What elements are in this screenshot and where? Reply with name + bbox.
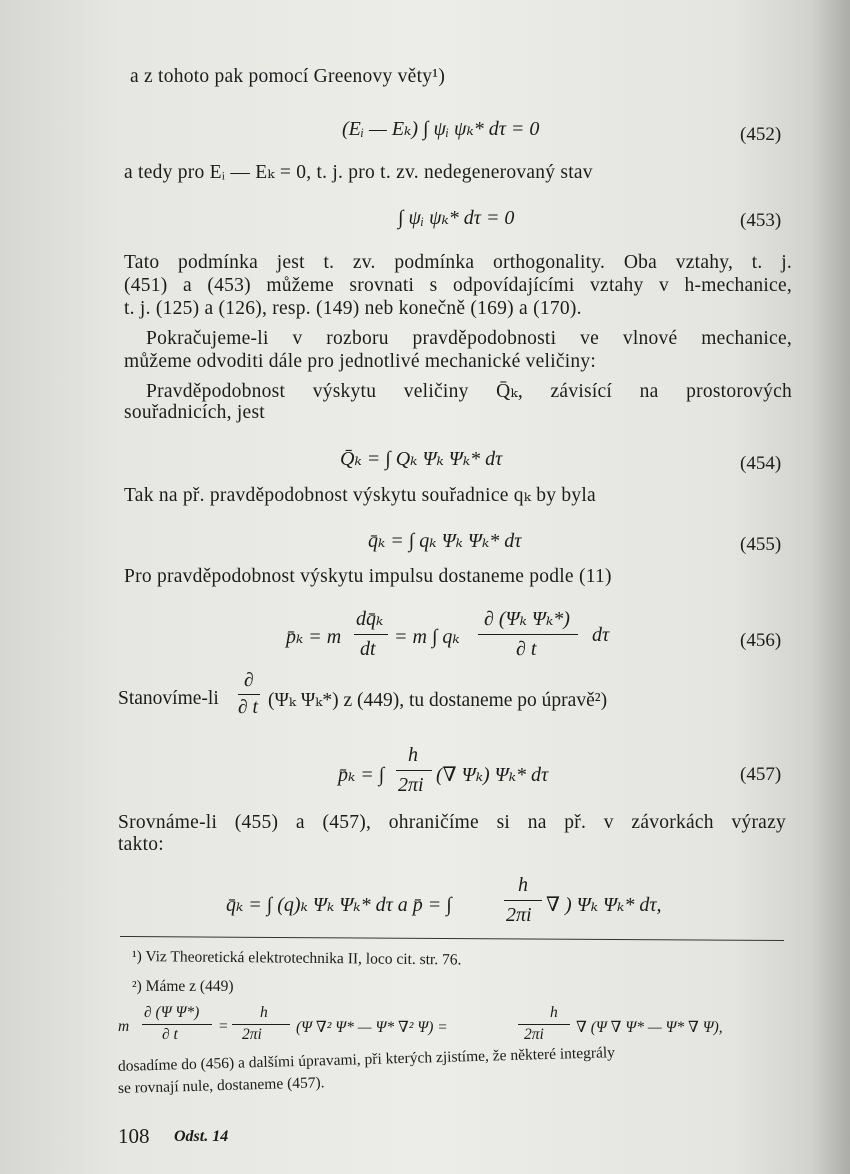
eq-bracketed-frac-den: 2πi [506, 904, 532, 926]
eq456-frac1-bar [354, 634, 388, 635]
eq456-frac2-den: ∂ t [516, 638, 537, 660]
eq-bracketed-frac-bar [504, 900, 542, 901]
eq456-frac1-den: dt [360, 638, 376, 660]
derivative-trail-text: (Ψₖ Ψₖ*) z (449), tu dostaneme po úpravě²) [268, 690, 608, 711]
equation-457 [338, 744, 638, 800]
equation-number-455: (455) [740, 534, 782, 555]
equation-456 [286, 606, 726, 666]
fn-eq-mid: (Ψ ∇² Ψ* — Ψ* ∇² Ψ) = [296, 1019, 448, 1036]
text-line-impulse: Pro pravděpodobnost výskytu impulsu dostaneme podle (11) [124, 566, 612, 587]
partial-den: ∂ t [238, 697, 258, 718]
eq456-frac1-num: dq̄ₖ [356, 608, 384, 630]
equation-number-456: (456) [740, 630, 782, 651]
equation-452: (Eᵢ — Eₖ) ∫ ψᵢ ψₖ* dτ = 0 [342, 118, 540, 140]
fn-eq-tail: ∇ (Ψ ∇ Ψ* — Ψ* ∇ Ψ), [576, 1019, 723, 1036]
equation-number-453: (453) [740, 210, 782, 231]
eq456-tail: dτ [592, 624, 610, 646]
fn-eq-lhs-den: ∂ t [162, 1026, 178, 1043]
eq456-frac2-num: ∂ (Ψₖ Ψₖ*) [484, 608, 570, 630]
page-edge-shadow [810, 0, 850, 1174]
eq457-lhs: p̄ₖ = ∫ [338, 764, 385, 786]
paragraph-wave-mechanics-line-1: Pokračujeme-li v rozboru pravděpodobnosti ve vlnové mechanice, [146, 328, 792, 349]
eq456-lhs: p̄ₖ = m [286, 626, 342, 648]
fn-eq-lhs-num: ∂ (Ψ Ψ*) [144, 1004, 200, 1021]
fn-eq-h2-den: 2πi [524, 1026, 544, 1043]
eq-bracketed-part2: ∇ ) Ψₖ Ψₖ* dτ, [546, 894, 662, 916]
footnote-2-line-2: se rovnají nule, dostaneme (457). [117, 1074, 325, 1097]
derivative-lead-text: Stanovíme-li [118, 688, 219, 709]
equation-number-457: (457) [740, 764, 782, 785]
page-number: 108 [118, 1124, 150, 1148]
eq-bracketed-frac-num: h [518, 874, 528, 896]
fn-eq-m: m [118, 1018, 130, 1035]
equation-454: Q̄ₖ = ∫ Qₖ Ψₖ Ψₖ* dτ [340, 448, 503, 470]
fn-eq-h1-den: 2πi [242, 1026, 262, 1043]
eq-bracketed-part1: q̄ₖ = ∫ (q)ₖ Ψₖ Ψₖ* dτ a p̄ = ∫ [226, 894, 452, 916]
footnote-1: ¹) Viz Theoretická elektrotechnika II, loco cit. str. 76. [131, 948, 462, 969]
equation-number-452: (452) [740, 124, 782, 145]
fn-eq-h2-bar [518, 1024, 570, 1025]
section-label: Odst. 14 [174, 1128, 229, 1145]
eq456-frac2-bar [478, 634, 578, 635]
text-line-coordinate: Tak na př. pravděpodobnost výskytu souřadnice qₖ by byla [124, 485, 596, 506]
paragraph-compare-line-1: Srovnáme-li (455) a (457), ohraničíme si na př. v závorkách výrazy [118, 812, 786, 833]
equation-bracketed [226, 874, 706, 934]
paragraph-orthogonality-line-1: Tato podmínka jest t. zv. podmínka orthogonality. Oba vztahy, t. j. [124, 252, 792, 273]
partial-num: ∂ [244, 670, 254, 691]
fn-eq-equals: = [218, 1018, 229, 1035]
paragraph-probability-line-2: souřadnicích, jest [124, 402, 265, 423]
partial-bar [238, 694, 260, 695]
footnote-2-line-1: dosadíme do (456) a dalšími úpravami, při kterých zjistíme, že některé integrály [117, 1044, 616, 1075]
fn-eq-h2-num: h [550, 1004, 558, 1021]
footnote-2-heading: ²) Máme z (449) [132, 978, 234, 995]
text-line-intro: a z tohoto pak pomocí Greenovy věty¹) [130, 66, 446, 87]
paragraph-probability-line-1: Pravděpodobnost výskytu veličiny Q̄ₖ, závisící na prostorových [146, 381, 792, 402]
text-line-degenerate: a tedy pro Eᵢ — Eₖ = 0, t. j. pro t. zv. nedegenerovaný stav [124, 162, 593, 183]
eq457-frac-den: 2πi [398, 774, 424, 796]
equation-455: q̄ₖ = ∫ qₖ Ψₖ Ψₖ* dτ [368, 530, 522, 552]
equation-number-454: (454) [740, 453, 782, 474]
paragraph-wave-mechanics-line-2: můžeme odvoditi dále pro jednotlivé mechanické veličiny: [124, 351, 597, 372]
text-line-derivative [118, 670, 798, 720]
fn-eq-lhs-bar [142, 1024, 212, 1025]
equation-453: ∫ ψᵢ ψₖ* dτ = 0 [398, 207, 515, 229]
paragraph-orthogonality-line-3: t. j. (125) a (126), resp. (149) neb konečně (169) a (170). [124, 298, 582, 319]
paragraph-orthogonality-line-2: (451) a (453) můžeme srovnati s odpovídajícími vztahy v h-mechanice, [124, 275, 792, 296]
paragraph-compare-line-2: takto: [118, 834, 164, 855]
fn-eq-h1-bar [232, 1024, 290, 1025]
footnote-rule [120, 936, 784, 941]
eq457-tail: (∇ Ψₖ) Ψₖ* dτ [436, 764, 549, 786]
fn-eq-h1-num: h [260, 1004, 268, 1021]
eq457-frac-num: h [408, 744, 418, 766]
eq457-frac-bar [396, 770, 432, 771]
eq456-mid: = m ∫ qₖ [394, 626, 460, 648]
